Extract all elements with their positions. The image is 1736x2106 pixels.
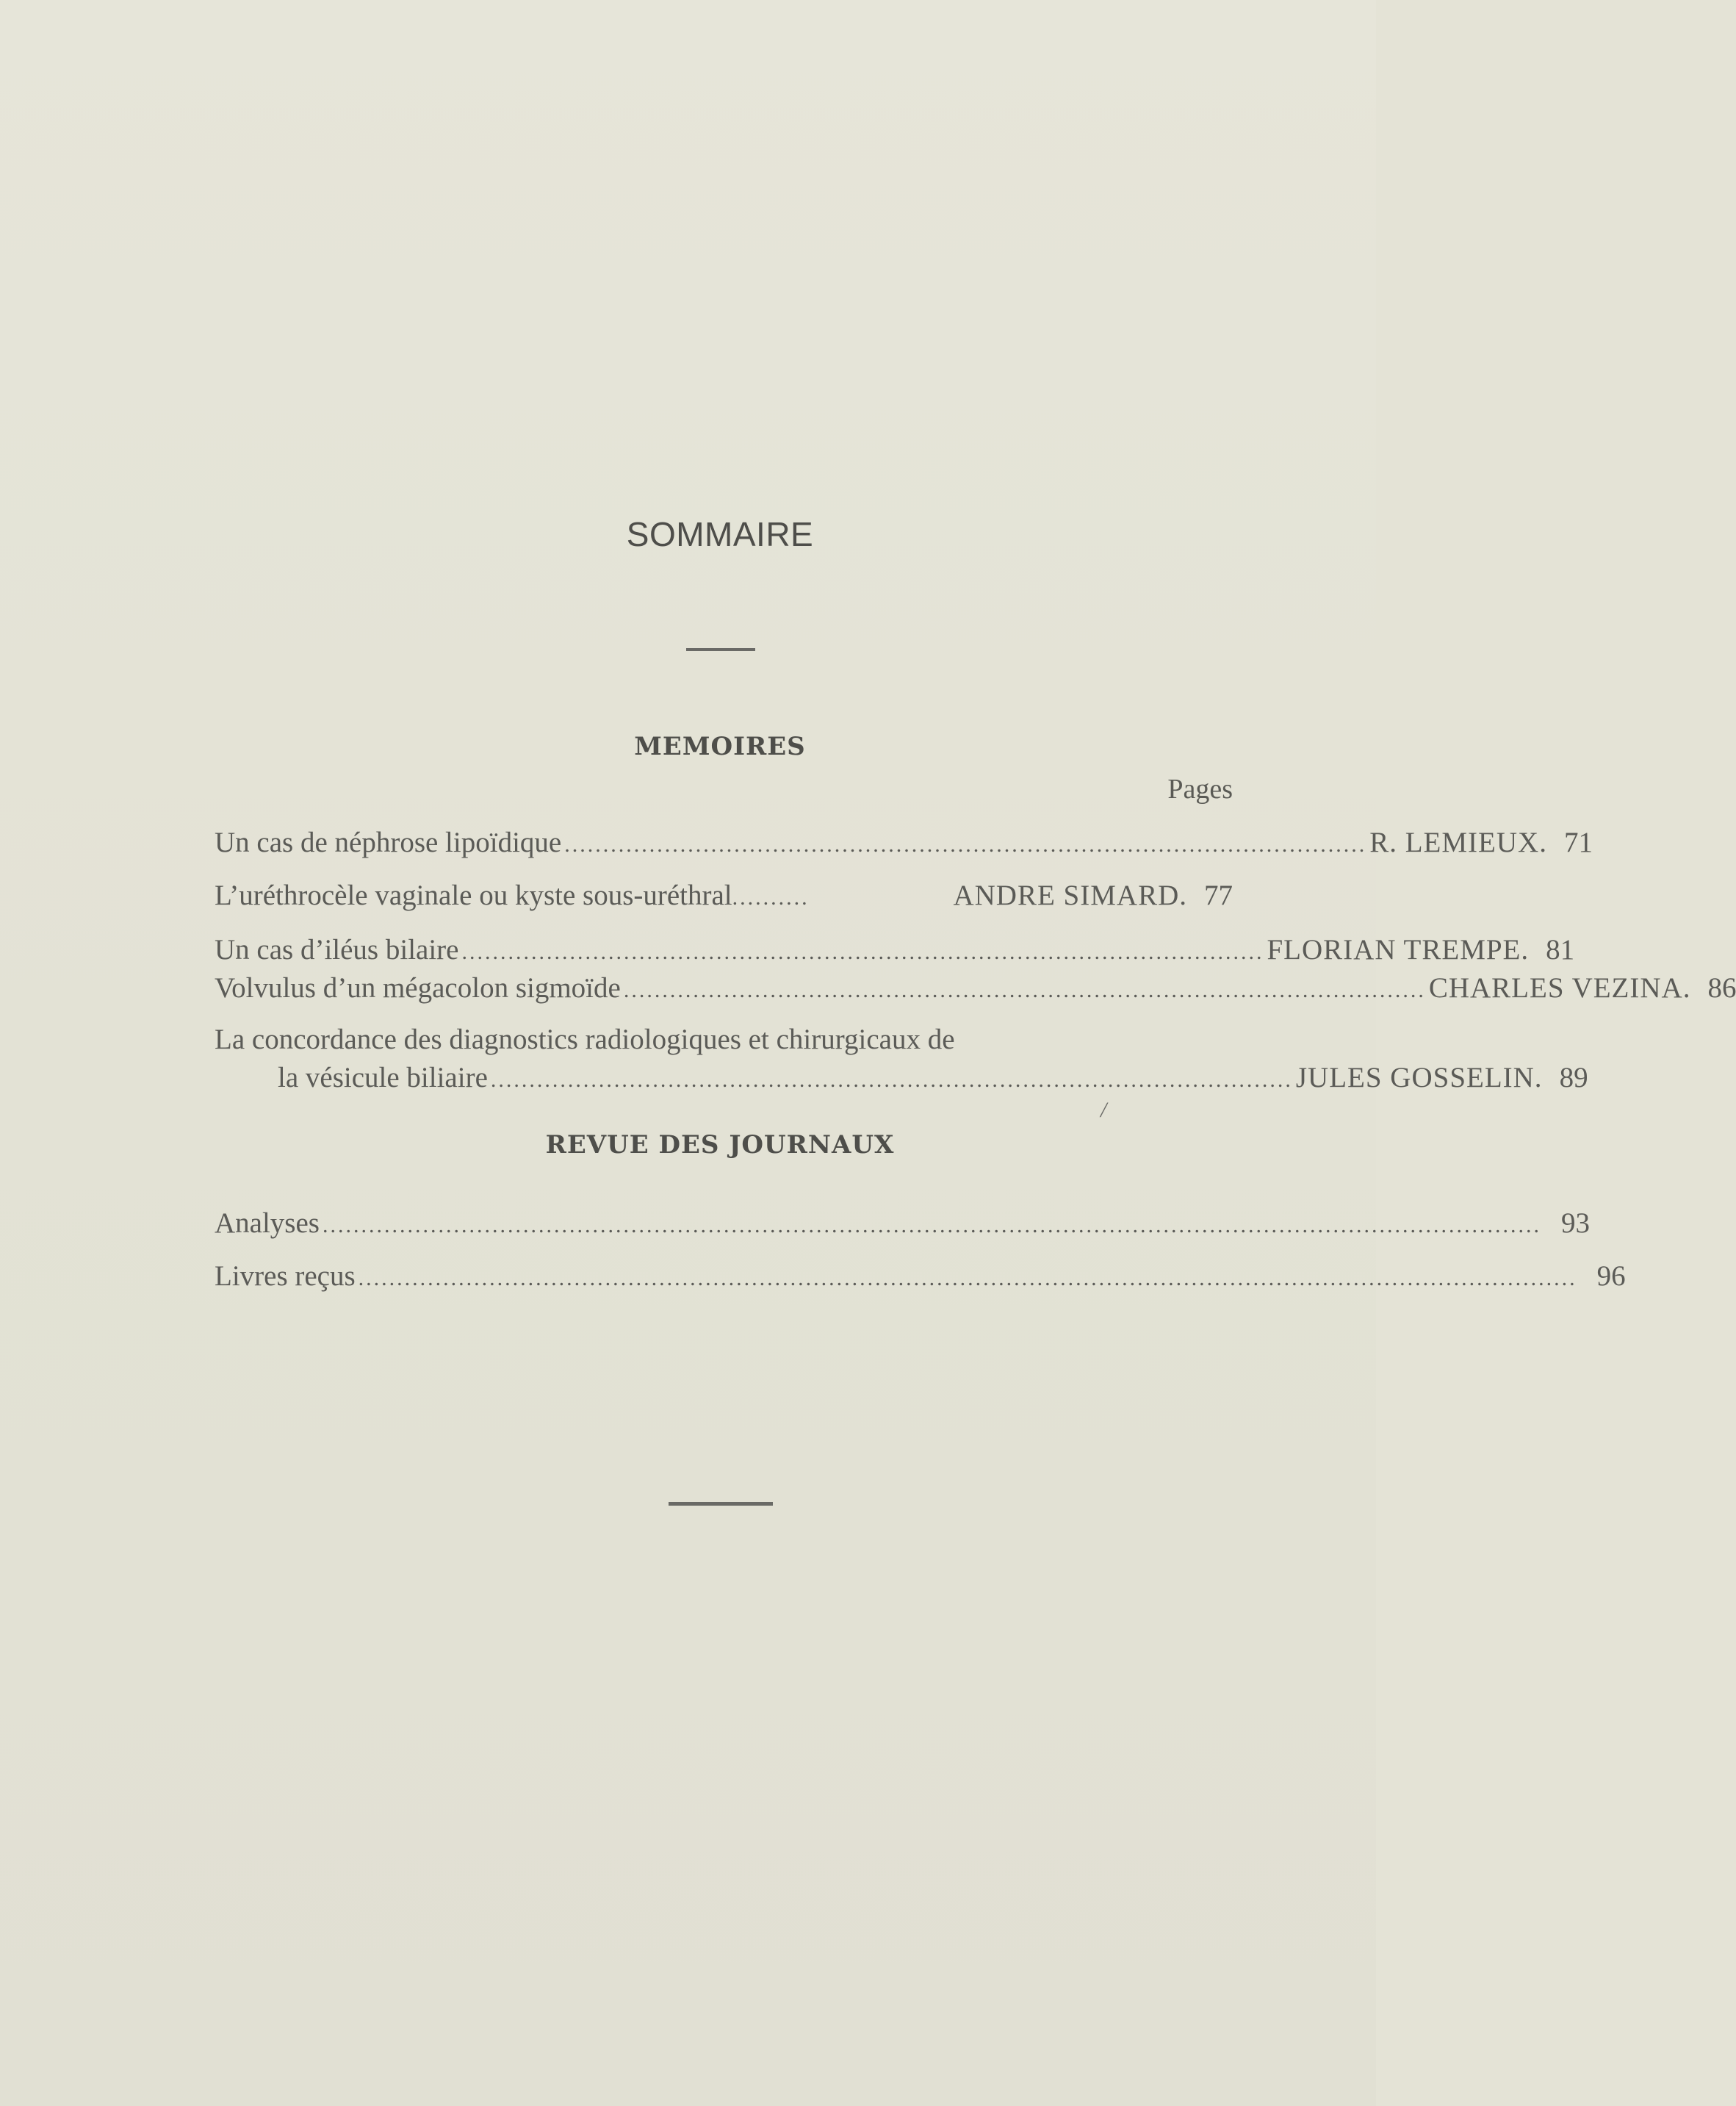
entry-page: 93 [1560, 1207, 1590, 1239]
section-heading-revue: REVUE DES JOURNAUX [545, 1130, 895, 1160]
toc-entry [215, 879, 1233, 912]
entry-author: ANDRE SIMARD. [953, 880, 1187, 911]
toc-entry [278, 1061, 1588, 1094]
toc-entry [215, 1207, 1590, 1240]
leader-dots: .............................................................................................................................................................. [358, 1266, 1577, 1290]
section-heading-memoires: MEMOIRES [634, 732, 806, 761]
page-title: SOMMAIRE [626, 515, 814, 553]
end-divider [669, 1502, 773, 1506]
toc-entry [215, 826, 1593, 859]
entry-title: Analyses [215, 1207, 320, 1239]
leader-dots: ........................................................................................................ [461, 940, 1264, 964]
entry-author: R. LEMIEUX. [1369, 827, 1547, 858]
entry-title: Un cas d’iléus bilaire [215, 934, 459, 966]
entry-author: FLORIAN TREMPE. [1267, 934, 1530, 966]
title-divider [686, 648, 755, 651]
leader-dots: .......... [732, 885, 810, 910]
entry-title-line1: La concordance des diagnostics radiologiques et chirurgicaux de [215, 1024, 955, 1055]
entry-title: Un cas de néphrose lipoïdique [215, 827, 562, 858]
entry-author: CHARLES VEZINA. [1428, 972, 1691, 1004]
entry-page: 81 [1546, 934, 1575, 966]
leader-dots: ........................................................................................................ [564, 833, 1367, 857]
entry-title: la vésicule biliaire [278, 1062, 488, 1093]
pages-column-label: Pages [1167, 774, 1233, 805]
toc-entry [215, 971, 1736, 1005]
entry-title: Volvulus d’un mégacolon sigmoïde [215, 972, 621, 1004]
toc-entry [215, 1259, 1626, 1293]
entry-page: 86 [1707, 972, 1736, 1004]
toc-entry [215, 933, 1575, 966]
entry-title: Livres reçus [215, 1260, 356, 1292]
leader-dots: ........................................................................................................ [490, 1068, 1293, 1092]
leader-dots: .............................................................................................................................................................. [322, 1213, 1541, 1237]
entry-title: L’uréthrocèle vaginale ou kyste sous-uréthral [215, 880, 732, 911]
pencil-mark: / [1101, 1098, 1107, 1122]
entry-page: 77 [1204, 880, 1233, 911]
entry-author: JULES GOSSELIN. [1295, 1062, 1543, 1093]
entry-page: 96 [1596, 1260, 1626, 1292]
entry-page: 71 [1563, 827, 1593, 858]
entry-page: 89 [1559, 1062, 1588, 1093]
leader-dots: ........................................................................................................ [623, 978, 1426, 1002]
